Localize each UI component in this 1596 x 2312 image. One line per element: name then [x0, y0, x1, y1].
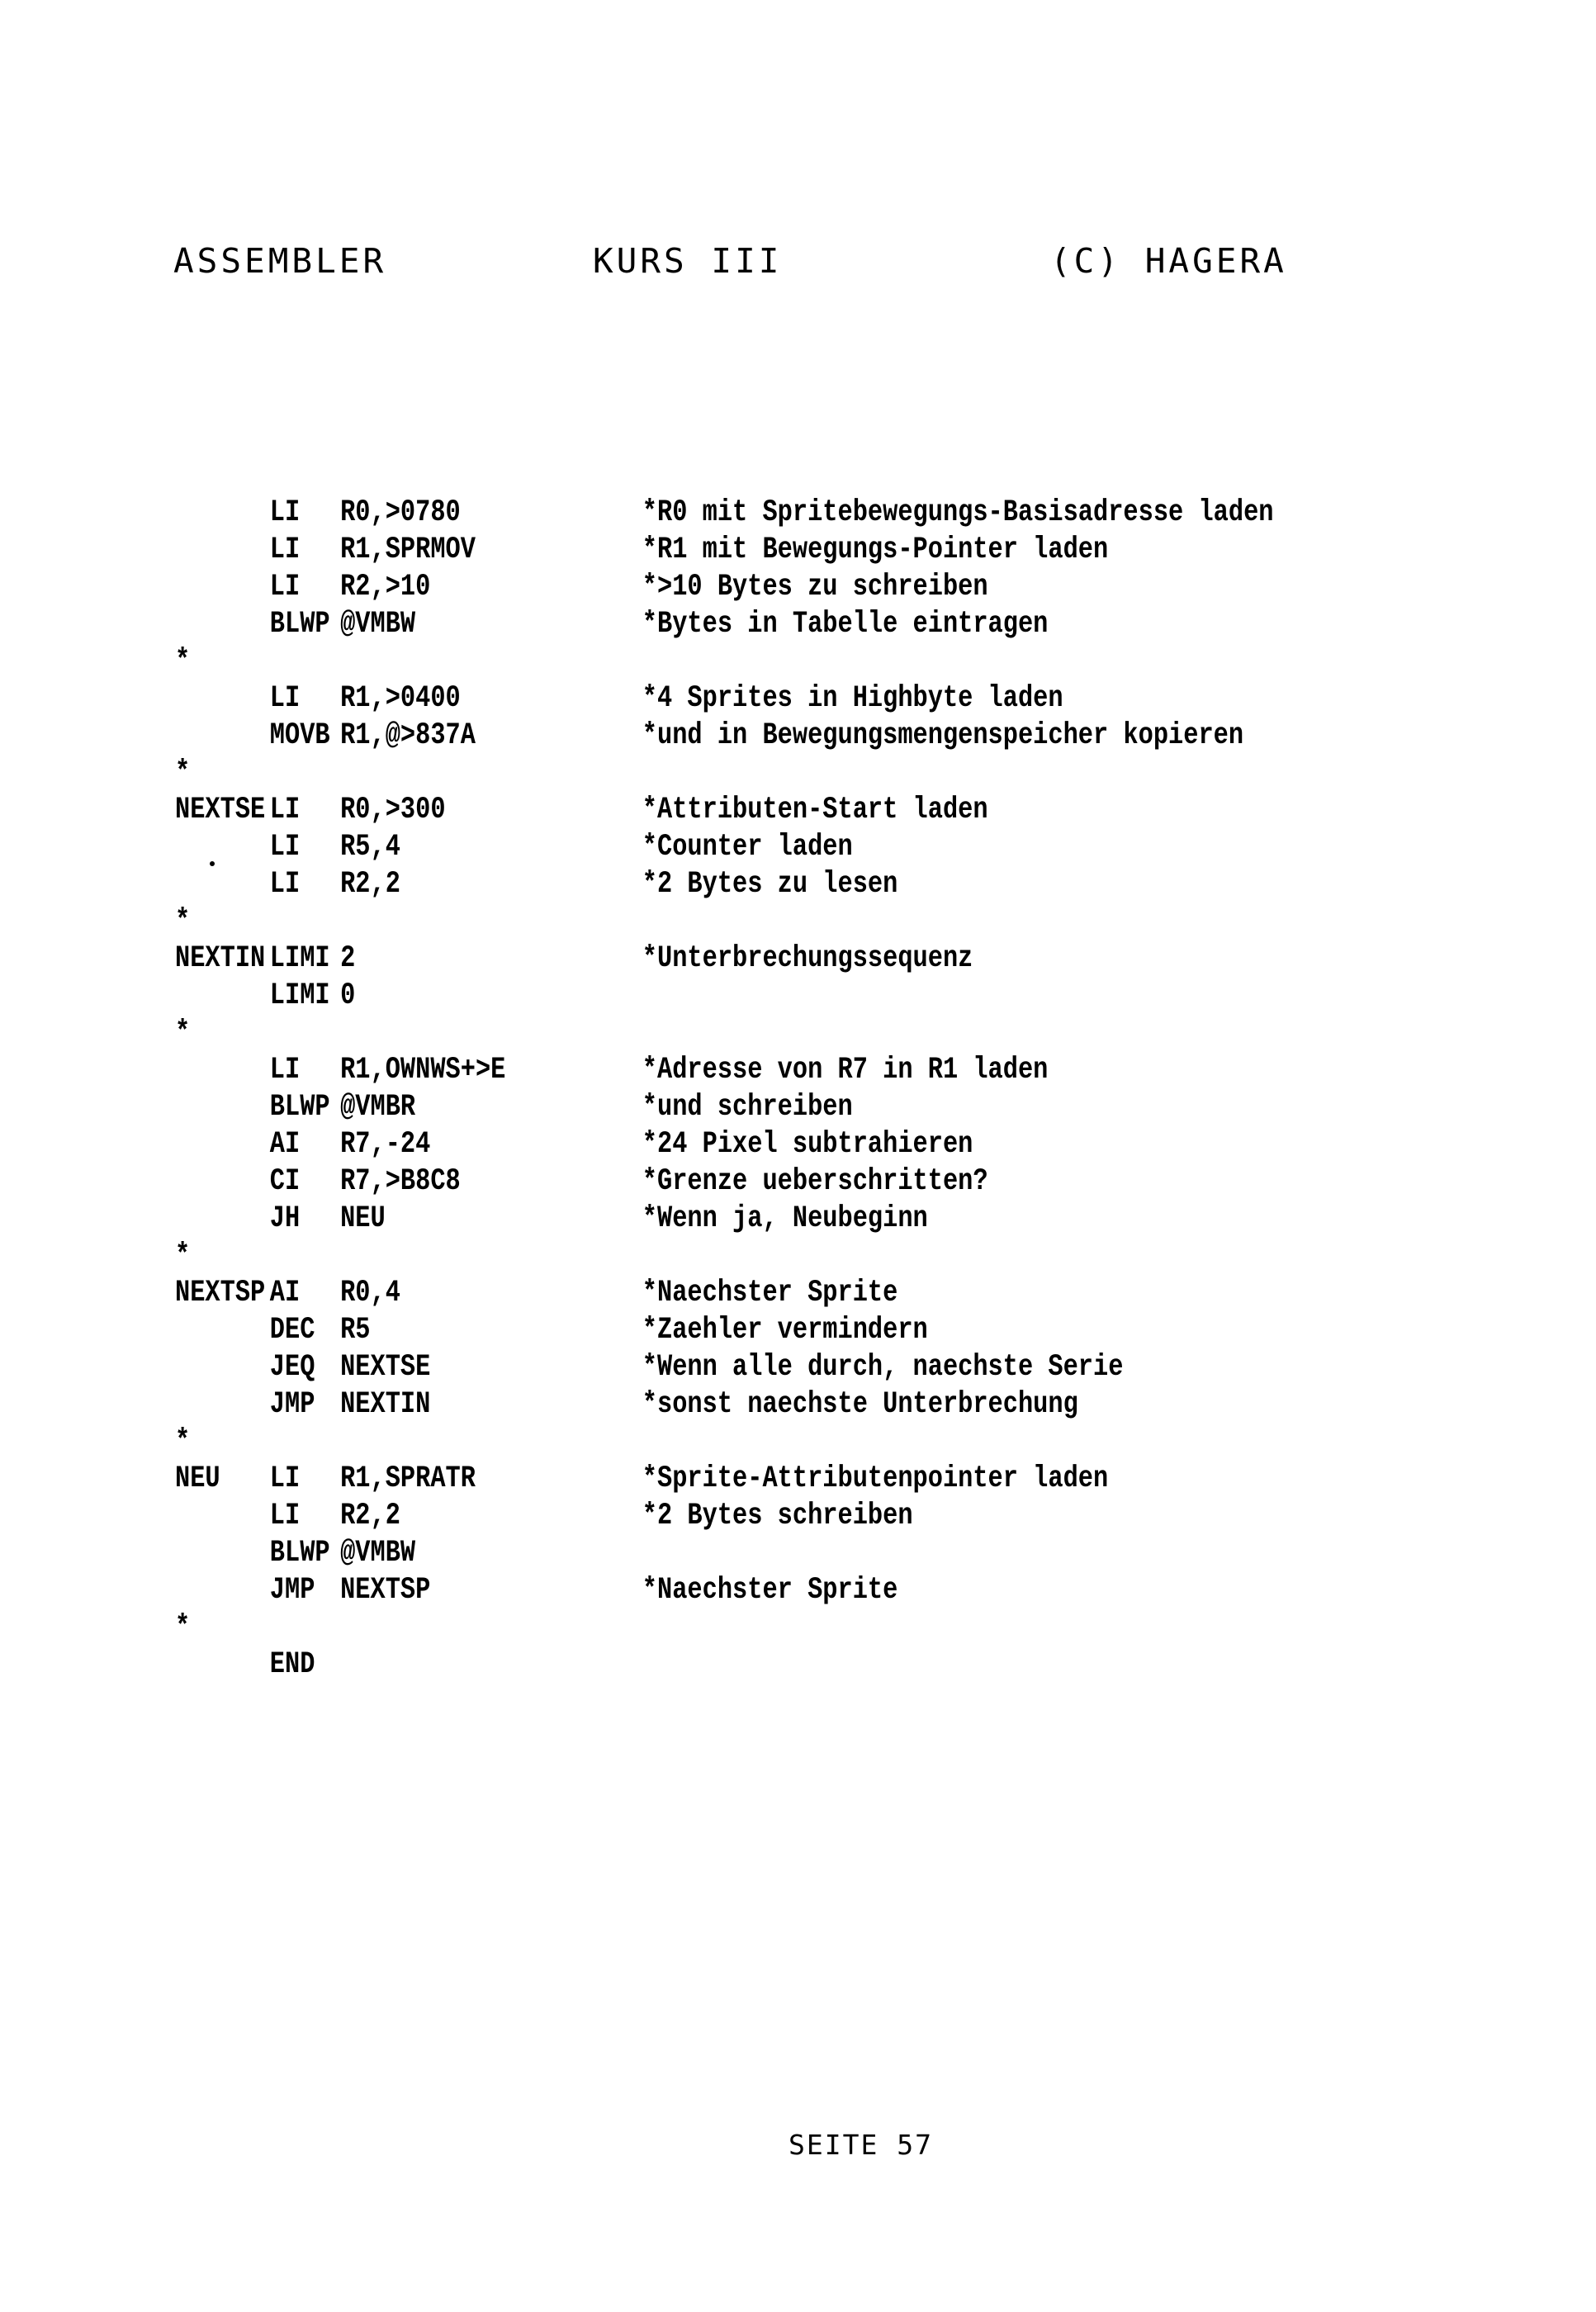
code-comment: *Sprite-Attributenpointer laden: [642, 1462, 1109, 1496]
code-operand: R0,4: [340, 1276, 400, 1310]
code-operand: R2,2: [340, 1499, 400, 1533]
code-opcode: JH: [269, 1201, 301, 1236]
code-line: [175, 904, 1204, 941]
code-operand: NEXTSP: [340, 1573, 431, 1608]
code-line: [175, 1462, 1204, 1499]
code-line: [175, 607, 1204, 644]
code-label: *: [175, 1610, 191, 1645]
assembler-listing: [175, 495, 1430, 1684]
code-line: [175, 1424, 1204, 1462]
code-line: [175, 1647, 1204, 1684]
code-opcode: JMP: [269, 1387, 315, 1422]
code-operand: R2,>10: [340, 570, 431, 604]
code-opcode: AI: [269, 1276, 301, 1310]
code-operand: NEXTSE: [340, 1350, 431, 1385]
code-comment: *Wenn ja, Neubeginn: [642, 1201, 928, 1236]
code-label: *: [175, 1016, 191, 1050]
code-line: [175, 978, 1204, 1016]
code-opcode: JMP: [269, 1573, 315, 1608]
code-comment: *Adresse von R7 in R1 laden: [642, 1053, 1049, 1087]
code-opcode: MOVB: [269, 718, 330, 753]
code-operand: R5: [340, 1313, 371, 1348]
code-comment: *24 Pixel subtrahieren: [642, 1127, 973, 1162]
code-line: [175, 1313, 1204, 1350]
code-comment: *4 Sprites in Highbyte laden: [642, 681, 1063, 716]
code-opcode: LI: [269, 1053, 301, 1087]
code-comment: *und schreiben: [642, 1090, 853, 1125]
code-operand: R0,>0780: [340, 495, 461, 530]
code-label: NEXTSE: [175, 793, 266, 827]
code-opcode: LI: [269, 681, 301, 716]
code-line: [175, 533, 1204, 570]
code-operand: @VMBW: [340, 1536, 416, 1571]
code-operand: @VMBW: [340, 607, 416, 642]
code-opcode: BLWP: [269, 1090, 330, 1125]
code-line: [175, 1201, 1204, 1239]
code-line: [175, 1536, 1204, 1573]
code-comment: *Attributen-Start laden: [642, 793, 988, 827]
code-line: [175, 793, 1204, 830]
code-operand: R1,SPRATR: [340, 1462, 476, 1496]
page-header: [173, 241, 1470, 281]
code-opcode: LIMI: [269, 978, 330, 1013]
header-course: KURS III: [593, 241, 783, 281]
code-operand: 2: [340, 941, 356, 976]
code-comment: *>10 Bytes zu schreiben: [642, 570, 988, 604]
code-line: [175, 1276, 1204, 1313]
code-operand: R1,>0400: [340, 681, 461, 716]
code-operand: 0: [340, 978, 356, 1013]
code-operand: R1,SPRMOV: [340, 533, 476, 567]
code-operand: R0,>300: [340, 793, 446, 827]
code-line: [175, 1090, 1204, 1127]
code-opcode: JEQ: [269, 1350, 315, 1385]
code-line: [175, 1573, 1204, 1610]
code-opcode: LI: [269, 1499, 301, 1533]
code-operand: R5,4: [340, 830, 400, 865]
code-opcode: LI: [269, 793, 301, 827]
code-label: *: [175, 1424, 191, 1459]
code-line: [175, 718, 1244, 756]
code-operand: NEXTIN: [340, 1387, 431, 1422]
code-line: [175, 570, 1204, 607]
code-opcode: END: [269, 1647, 315, 1682]
code-opcode: DEC: [269, 1313, 315, 1348]
code-label: NEXTSP: [175, 1276, 266, 1310]
code-comment: *Bytes in Tabelle eintragen: [642, 607, 1049, 642]
code-operand: @VMBR: [340, 1090, 416, 1125]
code-comment: *Wenn alle durch, naechste Serie: [642, 1350, 1124, 1385]
code-comment: *und in Bewegungsmengenspeicher kopieren: [642, 718, 1244, 753]
code-comment: *Unterbrechungssequenz: [642, 941, 973, 976]
code-line: [175, 681, 1204, 718]
page-number: SEITE 57: [789, 2129, 933, 2161]
code-line: [175, 1016, 1204, 1053]
code-line: [175, 644, 1204, 681]
code-operand: R2,2: [340, 867, 400, 902]
code-opcode: CI: [269, 1164, 301, 1199]
code-line: [175, 941, 1204, 978]
code-opcode: LI: [269, 867, 301, 902]
code-comment: *2 Bytes zu lesen: [642, 867, 898, 902]
code-opcode: LI: [269, 533, 301, 567]
header-title: ASSEMBLER: [173, 241, 387, 281]
code-opcode: LIMI: [269, 941, 330, 976]
code-opcode: LI: [269, 570, 301, 604]
code-line: [175, 1610, 1204, 1647]
code-opcode: AI: [269, 1127, 301, 1162]
code-line: [175, 1499, 1204, 1536]
code-label: *: [175, 1239, 191, 1273]
code-opcode: LI: [269, 1462, 301, 1496]
code-label: NEU: [175, 1462, 220, 1496]
code-comment: *Naechster Sprite: [642, 1276, 898, 1310]
code-line: [175, 495, 1274, 533]
code-label: NEXTIN: [175, 941, 266, 976]
code-operand: NEU: [340, 1201, 386, 1236]
code-line: [175, 1053, 1204, 1090]
code-comment: *R0 mit Spritebewegungs-Basisadresse laden: [642, 495, 1274, 530]
code-comment: *R1 mit Bewegungs-Pointer laden: [642, 533, 1109, 567]
code-line: [175, 1164, 1204, 1201]
code-opcode: BLWP: [269, 1536, 330, 1571]
header-copyright: (C) HAGERA: [1050, 241, 1287, 281]
code-line: [175, 1239, 1204, 1276]
code-comment: *sonst naechste Unterbrechung: [642, 1387, 1078, 1422]
code-operand: R1,OWNWS+>E: [340, 1053, 506, 1087]
code-opcode: LI: [269, 495, 301, 530]
code-operand: R7,-24: [340, 1127, 431, 1162]
code-line: [175, 1127, 1204, 1164]
code-comment: *Naechster Sprite: [642, 1573, 898, 1608]
code-line: [175, 867, 1204, 904]
code-label: *: [175, 644, 191, 679]
code-operand: R1,@>837A: [340, 718, 476, 753]
code-comment: *Zaehler vermindern: [642, 1313, 928, 1348]
code-opcode: BLWP: [269, 607, 330, 642]
code-label: *: [175, 904, 191, 939]
code-operand: R7,>B8C8: [340, 1164, 461, 1199]
code-line: [175, 830, 1204, 867]
code-comment: *2 Bytes schreiben: [642, 1499, 913, 1533]
code-line: [175, 1350, 1204, 1387]
code-label: *: [175, 756, 191, 790]
code-comment: *Grenze ueberschritten?: [642, 1164, 988, 1199]
code-line: [175, 756, 1204, 793]
code-opcode: LI: [269, 830, 301, 865]
code-comment: *Counter laden: [642, 830, 853, 865]
code-line: [175, 1387, 1204, 1424]
